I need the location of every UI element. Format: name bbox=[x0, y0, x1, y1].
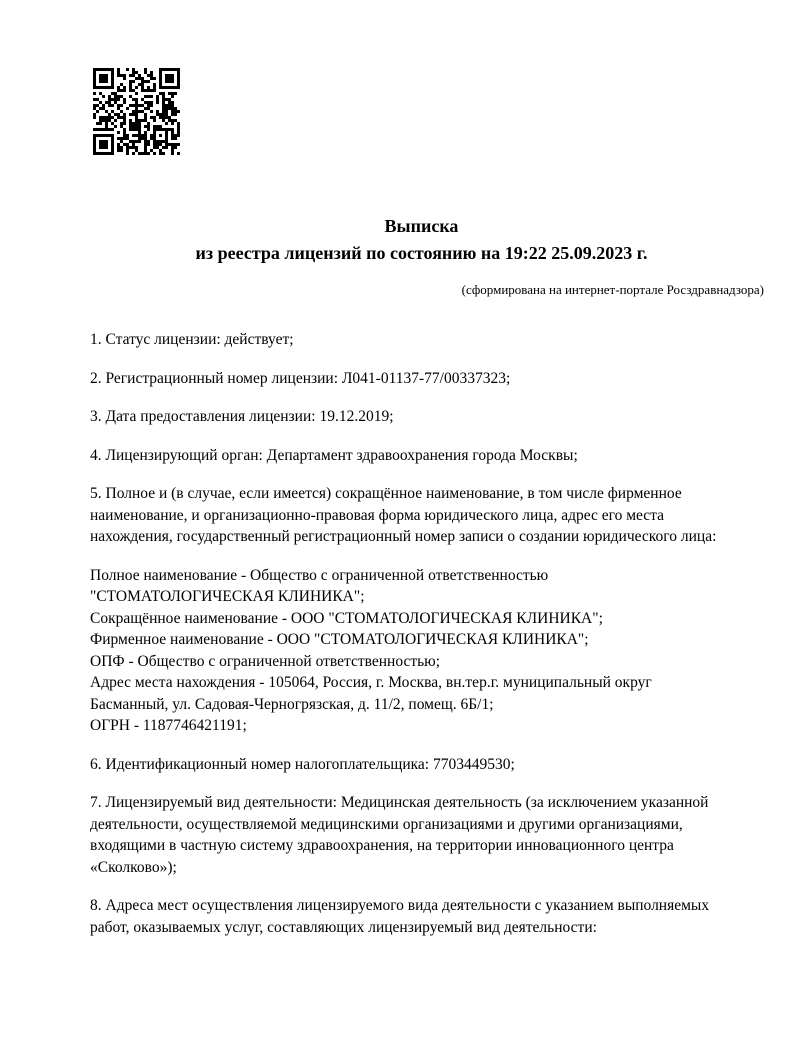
document-title-line-2: из реестра лицензий по состоянию на 19:22 25.09.2023 г. bbox=[195, 243, 648, 263]
qr-code-icon bbox=[93, 68, 180, 155]
paragraph-name-block bbox=[90, 565, 732, 737]
paragraph-line: Фирменное наименование - ООО "СТОМАТОЛОГИЧЕСКАЯ КЛИНИКА"; bbox=[90, 631, 589, 648]
paragraph: 5. Полное и (в случае, если имеется) сокращённое наименование, в том числе фирменное наименование, и организационно-правовая форма юридического лица, адрес его места нахождения, государственный регистрационный номер записи о создании юридического лица: bbox=[90, 485, 717, 545]
paragraph-line: ОПФ - Общество с ограниченной ответственностью; bbox=[90, 652, 441, 670]
document-subtitle: (сформирована на интернет-портале Росздравнадзора) bbox=[461, 282, 764, 297]
paragraph-line: Сокращённое наименование - ООО "СТОМАТОЛОГИЧЕСКАЯ КЛИНИКА"; bbox=[90, 609, 603, 627]
paragraph-line: ОГРН - 1187746421191; bbox=[90, 717, 247, 734]
paragraph-line: Адрес места нахождения - 105064, Россия, г. Москва, вн.тер.г. муниципальный округ Басманный, ул. Садовая-Черногрязская, д. 11/2, помещ. 6Б/1; bbox=[90, 674, 652, 713]
paragraph: 6. Идентификационный номер налогоплательщика: 7703449530; bbox=[90, 755, 515, 773]
paragraph-line: Полное наименование - Общество с ограниченной ответственностью "СТОМАТОЛОГИЧЕСКАЯ КЛИНИКА"; bbox=[90, 566, 549, 605]
document-title-line-1: Выписка bbox=[384, 216, 459, 236]
paragraph: 4. Лицензирующий орган: Департамент здравоохранения города Москвы; bbox=[90, 446, 578, 464]
document-body bbox=[90, 329, 732, 938]
paragraph: 3. Дата предоставления лицензии: 19.12.2019; bbox=[90, 408, 394, 425]
paragraph: 1. Статус лицензии: действует; bbox=[90, 331, 294, 348]
document-title bbox=[88, 213, 755, 267]
paragraph: 2. Регистрационный номер лицензии: Л041-01137-77/00337323; bbox=[90, 369, 511, 387]
paragraph: 7. Лицензируемый вид деятельности: Медицинская деятельность (за исключением указанной деятельности, осуществляемой медицинскими организациями и другими организациями, входящими в частную систему здравоохранения, на территории инновационного центра «Сколково»); bbox=[90, 794, 709, 876]
paragraph: 8. Адреса мест осуществления лицензируемого вида деятельности с указанием выполняемых работ, оказываемых услуг, составляющих лицензируемый вид деятельности: bbox=[90, 897, 710, 936]
